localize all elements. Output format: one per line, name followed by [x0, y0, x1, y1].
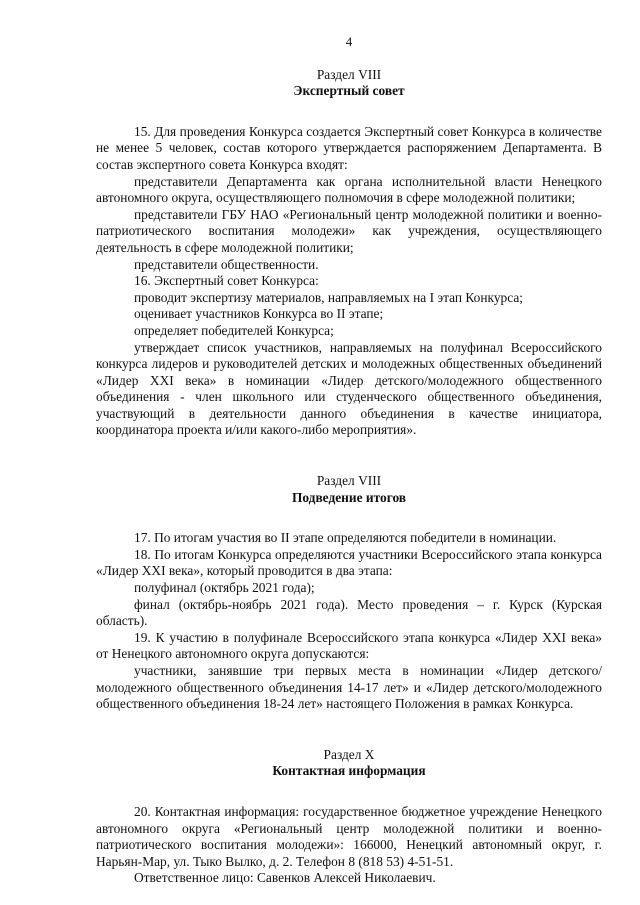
paragraph-15: 15. Для проведения Конкурса создается Экспертный совет Конкурса в количестве не менее 5 человек, состав которого утверждается распоряжением Департамента. В состав экспертного совета Конкурса входят:	[96, 123, 602, 172]
paragraph-gbu-reps: представители ГБУ НАО «Региональный центр молодежной политики и военно-патриотического воспитания молодежи» как учреждения, осуществляющего деятельность в сфере молодежной политики;	[96, 206, 602, 255]
paragraph-19: 19. К участию в полуфинале Всероссийского этапа конкурса «Лидер XXI века» от Ненецкого автономного округа допускаются:	[96, 629, 602, 662]
page-number: 4	[345, 34, 353, 49]
paragraph-participants: участники, занявшие три первых места в номинации «Лидер детского/молодежного общественного объединения 14-17 лет» и «Лидер детского/молодежного общественного объединения 18-24 лет» настоящего Положения в рамках Конкурса.	[96, 663, 602, 712]
paragraph-20: 20. Контактная информация: государственное бюджетное учреждение Ненецкого автономного округа «Региональный центр молодежной политики и военно-патриотического воспитания молодежи»: 166000, Ненецкий автономный округ, г. Нарьян-Мар, ул. Тыко Вылко, д. 2. Телефон 8 (818 53) 4-51-51.	[96, 803, 602, 869]
paragraph-18: 18. По итогам Конкурса определяются участники Всероссийского этапа конкурса «Лидер XXI века», который проводится в два этапа:	[96, 546, 602, 579]
paragraph-semifinal: полуфинал (октябрь 2021 года);	[134, 580, 315, 596]
paragraph-winners: определяет победителей Конкурса;	[134, 322, 334, 338]
section-8-title: Экспертный совет	[293, 83, 405, 99]
section-8b-label: Раздел VIII	[316, 473, 382, 489]
section-10-title: Контактная информация	[272, 763, 426, 779]
section-8-label: Раздел VIII	[316, 66, 382, 82]
paragraph-responsible: Ответственное лицо: Савенков Алексей Николаевич.	[134, 870, 436, 886]
paragraph-dept-reps: представители Департамента как органа исполнительной власти Ненецкого автономного округа, осуществляющего полномочия в сфере молодежной политики;	[96, 173, 602, 206]
section-8b-title: Подведение итогов	[291, 489, 407, 505]
paragraph-evaluates: оценивает участников Конкурса во II этапе;	[134, 306, 384, 322]
paragraph-approves-list: утверждает список участников, направляемых на полуфинал Всероссийского конкурса лидеров и руководителей детских и молодежных общественных объединений «Лидер XXI века» в номинации «Лидер детского/молодежного общественного объединения - член школьного или студенческого общественного объединения, участвующий в деятельности данного объединения в качестве инициатора, координатора проекта и/или какого-либо мероприятия».	[96, 339, 602, 438]
paragraph-17: 17. По итогам участия во II этапе определяются победители в номинации.	[134, 530, 557, 546]
paragraph-16: 16. Экспертный совет Конкурса:	[134, 273, 319, 289]
paragraph-final: финал (октябрь-ноябрь 2021 года). Место проведения – г. Курск (Курская область).	[96, 596, 602, 629]
paragraph-public-reps: представители общественности.	[134, 256, 319, 272]
document-page	[96, 0, 602, 887]
paragraph-expertise: проводит экспертизу материалов, направляемых на I этап Конкурса;	[134, 289, 524, 305]
section-10-label: Раздел X	[323, 746, 375, 762]
